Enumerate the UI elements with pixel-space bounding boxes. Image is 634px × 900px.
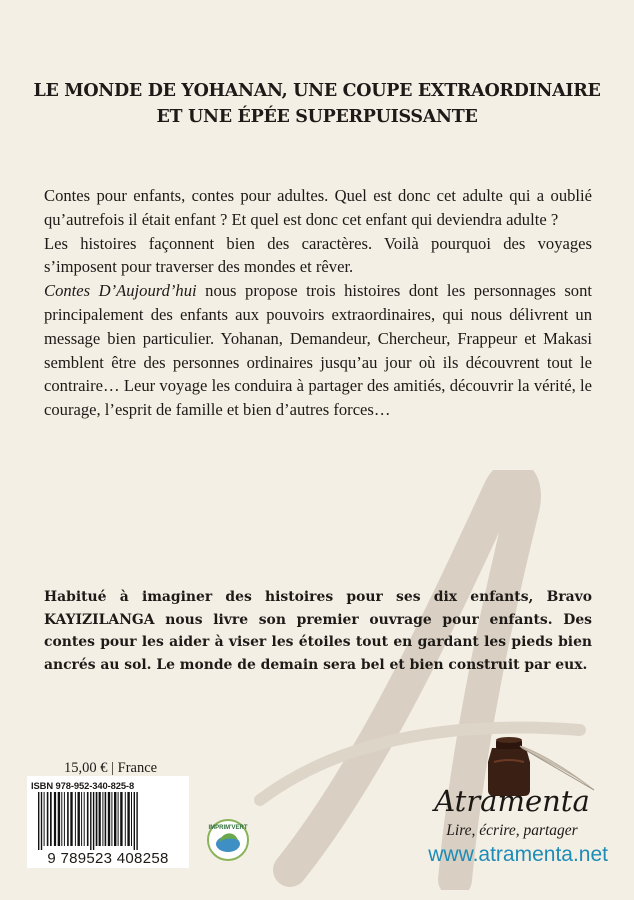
synopsis-paragraph-3 <box>44 279 592 422</box>
barcode-bar <box>111 792 112 846</box>
barcode-bar <box>61 792 62 846</box>
barcode <box>27 776 189 868</box>
barcode-bar <box>118 792 119 846</box>
barcode-bar <box>78 792 80 846</box>
barcode-bar <box>105 792 107 846</box>
barcode-bars <box>30 792 186 850</box>
barcode-bar <box>136 792 137 850</box>
publisher-url[interactable]: www.atramenta.net <box>428 843 608 866</box>
barcode-bar <box>75 792 76 846</box>
barcode-bar <box>54 792 56 846</box>
barcode-bar <box>127 792 129 846</box>
publisher-name: Atramenta <box>434 784 590 818</box>
barcode-bar <box>114 792 116 846</box>
barcode-bar <box>131 792 132 846</box>
book-series-title: Contes D’Aujourd’hui <box>44 281 197 301</box>
barcode-bar <box>70 792 72 846</box>
synopsis-paragraph-2: Les histoires façonnent bien des caractères. Voilà pourquoi des voyages s’imposent pour traverser des mondes et rêver. <box>44 233 592 277</box>
barcode-bar <box>125 792 126 846</box>
price-label: 15,00 € | France <box>64 760 158 776</box>
barcode-number: 9 789523 408258 <box>47 850 169 867</box>
imprim-vert-logo <box>206 818 250 862</box>
barcode-bar <box>58 792 60 846</box>
barcode-bar <box>41 792 42 850</box>
barcode-bar <box>67 792 69 846</box>
barcode-bar <box>44 792 45 846</box>
barcode-bar <box>134 792 135 850</box>
author-bio: Habitué à imaginer des histoires pour ses dix enfants, Bravo KAYIZILANGA nous livre son premier ouvrage pour enfants. Des contes pour les aider à viser les étoiles tout en gardant les pieds bien ancrés au sol. Le monde de demain sera bel et bien construit par eux. <box>44 589 592 673</box>
barcode-bar <box>87 792 89 846</box>
isbn-label: ISBN 978-952-340-825-8 <box>31 780 135 791</box>
barcode-bar <box>81 792 82 846</box>
barcode-bar <box>47 792 49 846</box>
synopsis-paragraph-1: Contes pour enfants, contes pour adultes. Quel est donc cet adulte qui a oublié qu’autrefois il était enfant ? Et quel est donc cet enfant qui deviendra adulte ? <box>44 186 592 229</box>
synopsis-paragraph-3-text: nous propose trois histoires dont les personnages sont principalement des enfants aux pouvoirs extraordinaires, qui nous délivrent un message bien particulier. Yohanan, Demandeur, Chercheur, Frappeur et Makasi semblent être des personnes ordinaires jusqu’au jour où ils découvrent tout le contraire… Leur voyage les conduira à partager des amitiés, découvrir la vérité, le courage, l’esprit de famille et bien d’autres forces… <box>44 281 593 420</box>
synopsis <box>44 184 592 422</box>
imprim-vert-text: IMPRIM'VERT <box>208 825 248 831</box>
title-line-2: ET UNE ÉPÉE SUPERPUISSANTE <box>156 107 478 127</box>
barcode-bar <box>64 792 65 846</box>
barcode-bar <box>120 792 122 846</box>
barcode-bar <box>108 792 110 846</box>
book-title <box>0 78 634 130</box>
barcode-bar <box>102 792 103 846</box>
barcode-bar <box>99 792 101 846</box>
barcode-bar <box>50 792 52 846</box>
publisher-tagline: Lire, écrire, partager <box>446 822 578 839</box>
barcode-bar <box>90 792 91 850</box>
barcode-bar <box>93 792 94 850</box>
title-line-1: LE MONDE DE YOHANAN, UNE COUPE EXTRAORDINAIRE <box>33 81 601 101</box>
barcode-bar <box>38 792 39 850</box>
barcode-bar <box>84 792 85 846</box>
barcode-bar <box>96 792 98 846</box>
